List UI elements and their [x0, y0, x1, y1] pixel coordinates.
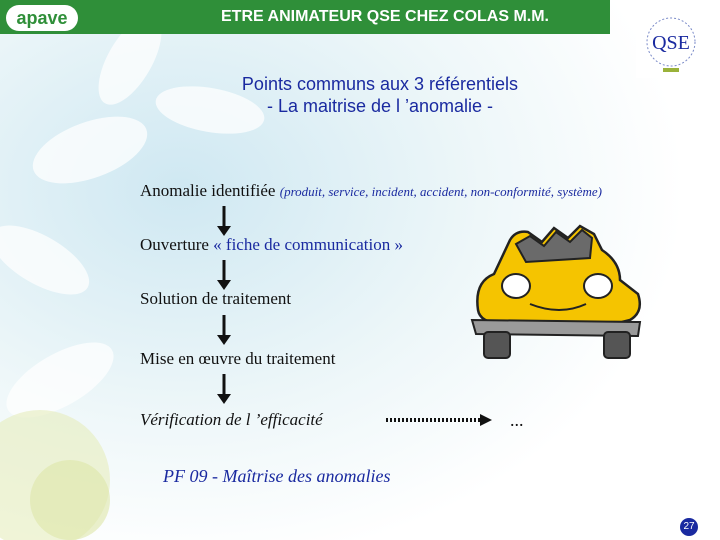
down-arrow-icon — [214, 372, 234, 406]
step-opening-label: Ouverture — [140, 235, 209, 254]
ellipsis-text: ... — [510, 410, 524, 430]
header-bar — [0, 0, 610, 34]
step-anomaly-label: Anomalie identifiée — [140, 181, 276, 200]
down-arrow-icon — [214, 204, 234, 238]
damaged-car-icon — [470, 222, 646, 366]
subtitle-line-1: Points communs aux 3 référentiels — [241, 74, 519, 94]
step-verification: Vérification de l ’efficacité — [140, 410, 323, 429]
svg-text:QSE: QSE — [652, 32, 690, 54]
down-arrow-icon — [214, 313, 234, 347]
header-title: ETRE ANIMATEUR QSE CHEZ COLAS M.M. — [221, 8, 549, 25]
step-solution: Solution de traitement — [140, 289, 292, 308]
apave-logo — [6, 5, 78, 31]
dotted-arrow-icon — [384, 412, 494, 428]
page-number: 27 — [680, 518, 698, 536]
svg-text:apave: apave — [16, 8, 68, 28]
step-implementation: Mise en œuvre du traitement — [140, 349, 336, 368]
down-arrow-icon — [214, 258, 234, 292]
step-opening-highlight: « fiche de communication » — [213, 235, 403, 254]
step-anomaly — [140, 181, 602, 201]
qse-logo — [636, 10, 706, 78]
step-opening — [140, 235, 403, 255]
subtitle-line-2: - La maitrise de l ’anomalie - — [266, 96, 494, 116]
reference-procedure: PF 09 - Maîtrise des anomalies — [163, 466, 391, 486]
step-anomaly-note: (produit, service, incident, accident, non-conformité, système) — [279, 184, 602, 199]
